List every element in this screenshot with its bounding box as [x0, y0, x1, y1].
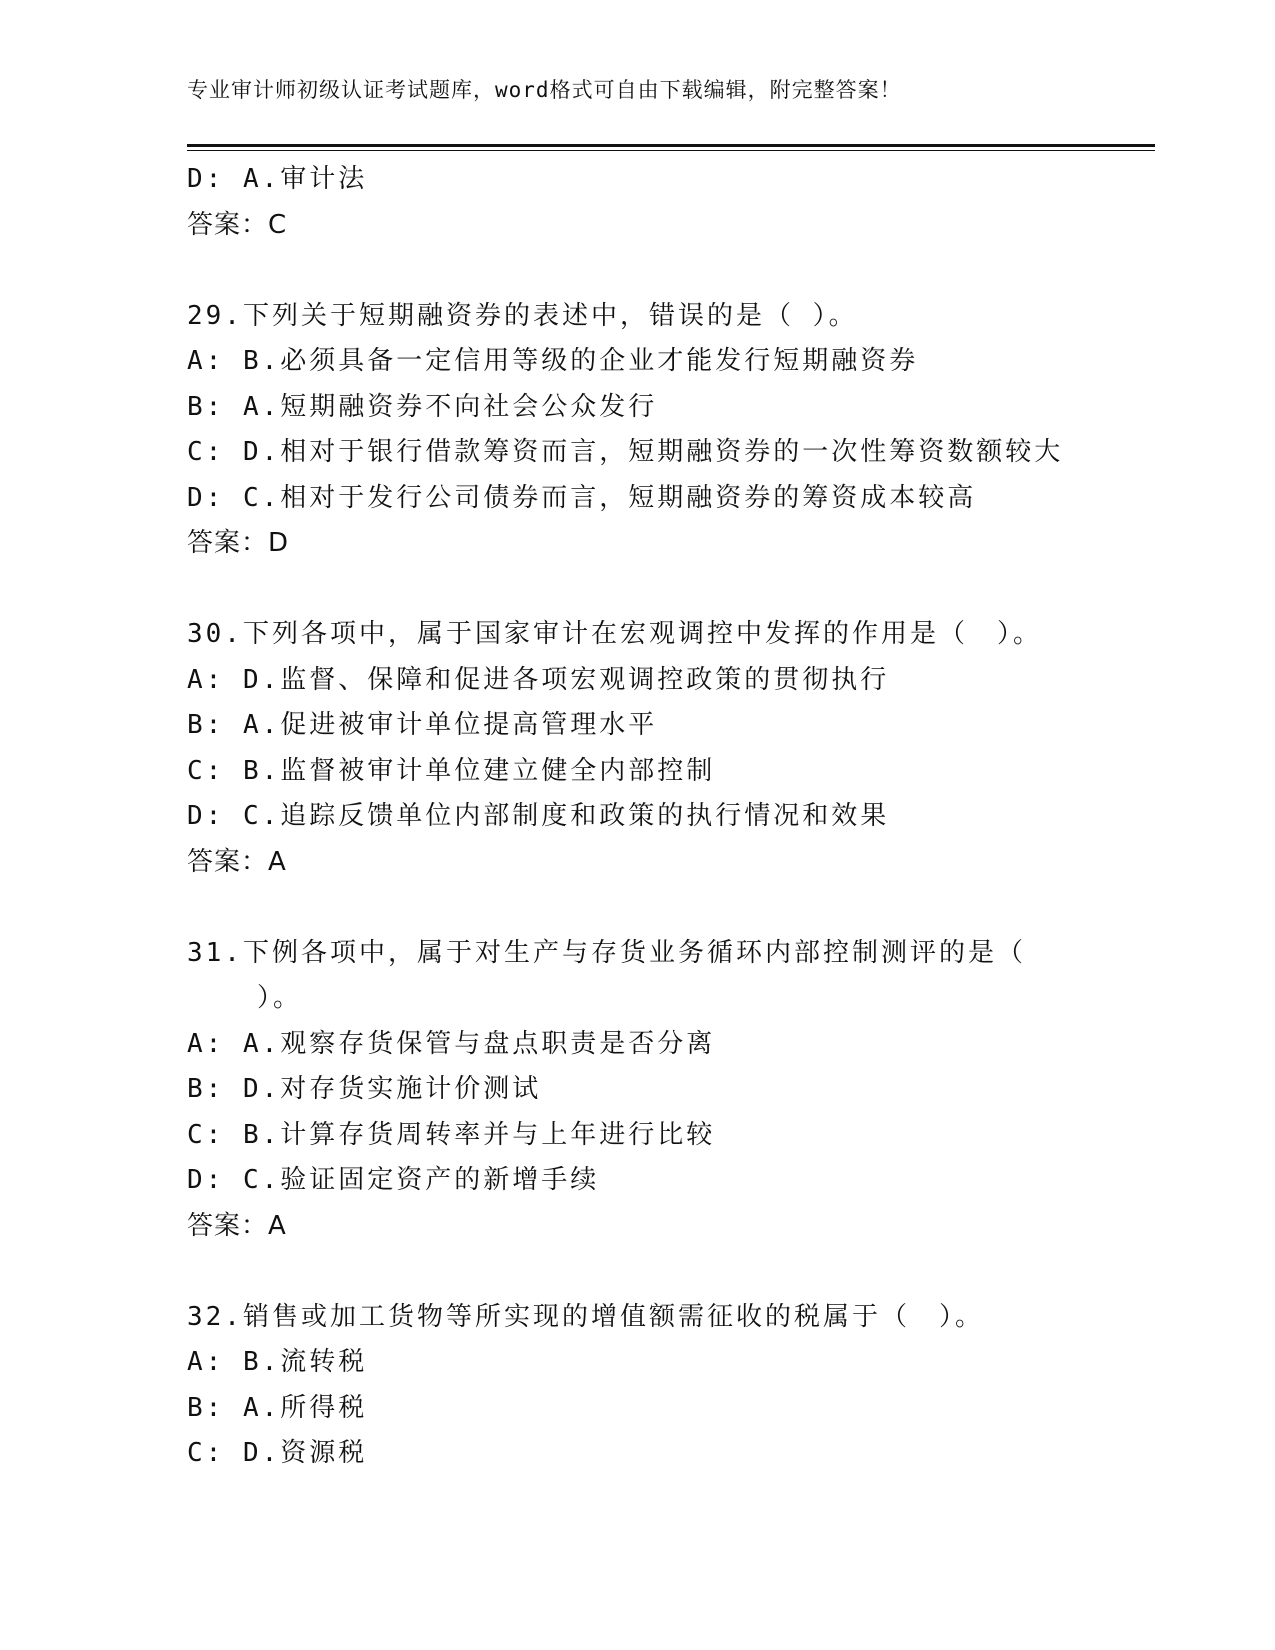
prev-answer: 答案：C	[187, 209, 288, 240]
question-30-option-d: D: C.追踪反馈单位内部制度和政策的执行情况和效果	[187, 801, 890, 831]
question-29-option-a: A: B.必须具备一定信用等级的企业才能发行短期融资券	[187, 346, 919, 376]
spacer	[187, 567, 1067, 613]
question-31-option-b: B: D.对存货实施计价测试	[187, 1074, 542, 1104]
prev-option-d: D: A.审计法	[187, 164, 368, 194]
question-29-option-c: C: D.相对于银行借款筹资而言，短期融资券的一次性筹资数额较大	[187, 437, 1064, 467]
spacer	[187, 885, 1067, 931]
spacer	[187, 1249, 1067, 1295]
question-29-option-d: D: C.相对于发行公司债券而言，短期融资券的筹资成本较高	[187, 482, 977, 513]
question-31-option-a: A: A.观察存货保管与盘点职责是否分离	[187, 1028, 716, 1059]
question-31-option-d: D: C.验证固定资产的新增手续	[187, 1165, 600, 1195]
question-29-answer: 答案：D	[187, 528, 290, 558]
question-31-stem-continuation: ）。	[257, 983, 303, 1013]
page-header: 专业审计师初级认证考试题库，word格式可自由下载编辑，附完整答案！	[187, 78, 902, 102]
question-32-option-b: B: A.所得税	[187, 1392, 368, 1423]
spacer	[187, 248, 1067, 294]
question-30-answer: 答案：A	[187, 846, 287, 877]
question-32-stem: 32.销售或加工货物等所实现的增值额需征收的税属于（ ）。	[187, 1301, 984, 1332]
question-list	[187, 157, 1067, 1477]
question-30-option-a: A: D.监督、保障和促进各项宏观调控政策的贯彻执行	[187, 664, 890, 695]
header-rule-thick	[187, 144, 1155, 147]
question-32-option-c: C: D.资源税	[187, 1438, 368, 1468]
question-32-option-a: A: B.流转税	[187, 1347, 368, 1377]
question-30-option-c: C: B.监督被审计单位建立健全内部控制	[187, 755, 716, 786]
question-31-stem: 31.下例各项中，属于对生产与存货业务循环内部控制测评的是（	[187, 937, 1026, 968]
question-30-stem: 30.下列各项中，属于国家审计在宏观调控中发挥的作用是（ ）。	[187, 619, 1042, 649]
question-30-option-b: B: A.促进被审计单位提高管理水平	[187, 710, 658, 740]
question-29-option-b: B: A.短期融资券不向社会公众发行	[187, 391, 658, 422]
question-31-option-c: C: B.计算存货周转率并与上年进行比较	[187, 1119, 716, 1150]
question-29-stem: 29.下列关于短期融资券的表述中，错误的是（ ）。	[187, 300, 858, 331]
header-rule-thin	[187, 150, 1155, 151]
question-31-answer: 答案：A	[187, 1210, 287, 1241]
